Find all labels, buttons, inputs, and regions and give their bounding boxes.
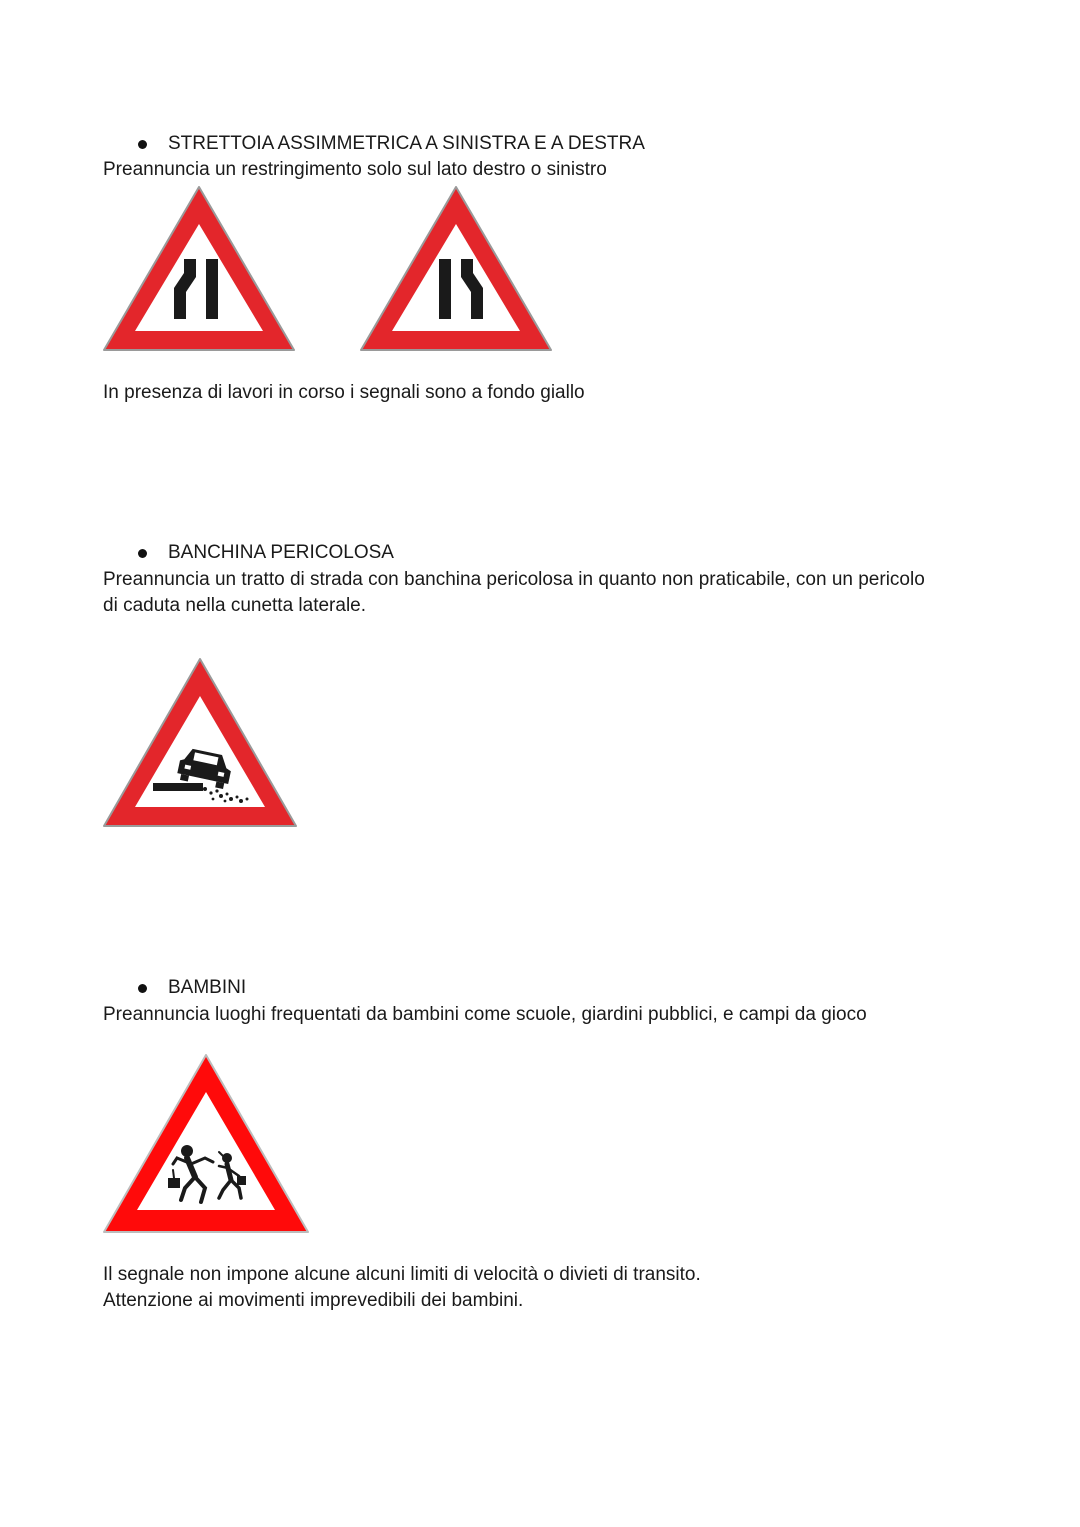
children-sign	[101, 1052, 311, 1236]
section-description-line-1: Preannuncia un tratto di strada con banchina pericolosa in quanto non praticabile, con un pericolo	[103, 569, 925, 590]
section-description: Preannuncia luoghi frequentati da bambini come scuole, giardini pubblici, e campi da gioco	[103, 1004, 867, 1025]
bullet-icon	[138, 984, 147, 993]
section-description: Preannuncia un restringimento solo sul lato destro o sinistro	[103, 159, 607, 180]
section-note: In presenza di lavori in corso i segnali sono a fondo giallo	[103, 382, 585, 403]
narrowing-right-sign	[358, 184, 554, 354]
heading-text: STRETTOIA ASSIMMETRICA A SINISTRA E A DESTRA	[168, 133, 645, 154]
bullet-icon	[138, 140, 147, 149]
heading-text: BANCHINA PERICOLOSA	[168, 542, 394, 563]
narrowing-left-sign	[101, 184, 297, 354]
section-description-line-2: di caduta nella cunetta laterale.	[103, 595, 367, 616]
dangerous-shoulder-sign	[101, 656, 299, 830]
heading-text: BAMBINI	[168, 977, 247, 998]
section-note-line-1: Il segnale non impone alcune alcuni limiti di velocità o divieti di transito.	[103, 1264, 701, 1285]
bullet-icon	[138, 549, 147, 558]
section-note-line-2: Attenzione ai movimenti imprevedibili dei bambini.	[103, 1290, 524, 1311]
